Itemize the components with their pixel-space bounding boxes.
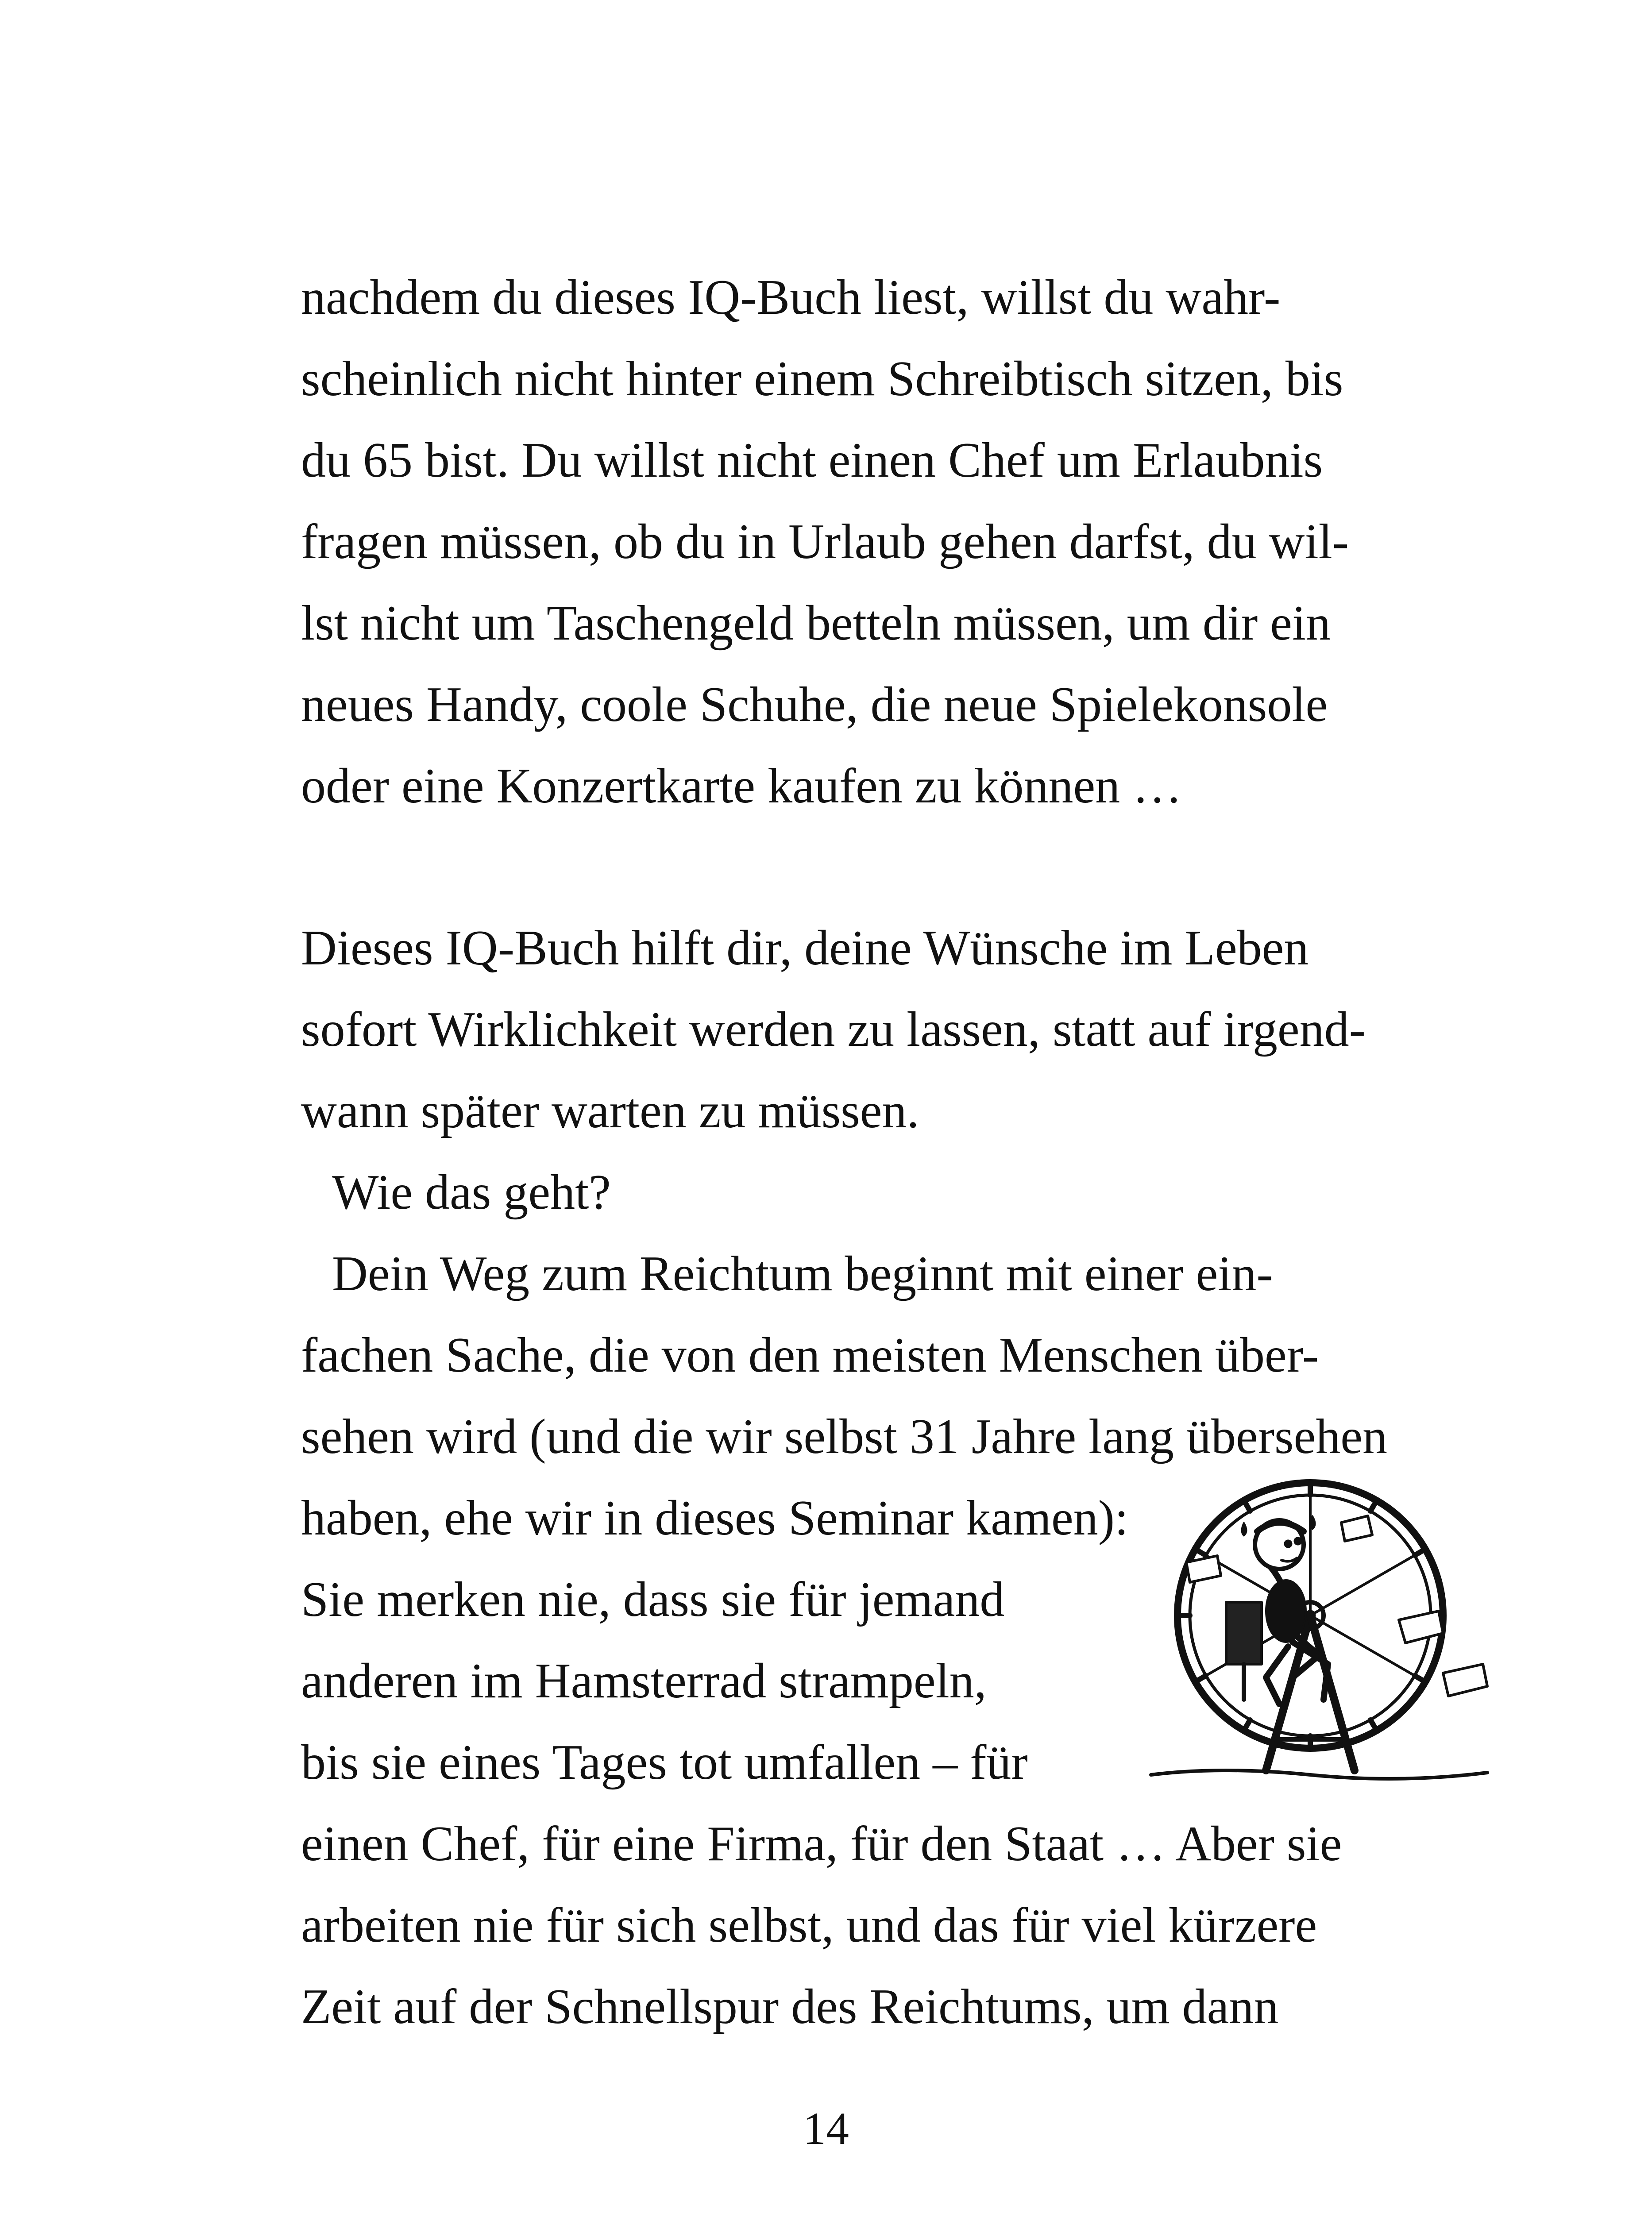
- text-line: fachen Sache, die von den meisten Menschen über-: [301, 1328, 1319, 1383]
- text-line: scheinlich nicht hinter einem Schreibtisch sitzen, bis: [301, 351, 1343, 406]
- text-line: einen Chef, für eine Firma, für den Staat … Aber sie: [301, 1816, 1342, 1871]
- text-line: Dieses IQ-Buch hilft dir, deine Wünsche im Leben: [301, 921, 1309, 975]
- text-line: bis sie eines Tages tot umfallen – für: [301, 1735, 1028, 1790]
- text-line: Dein Weg zum Reichtum beginnt mit einer ein-: [332, 1246, 1273, 1301]
- text-line: anderen im Hamsterrad strampeln,: [301, 1654, 987, 1708]
- text-line: sehen wird (und die wir selbst 31 Jahre lang übersehen: [301, 1409, 1387, 1464]
- hamster-wheel-businessman-icon: [1133, 1469, 1514, 1788]
- text-line: arbeiten nie für sich selbst, und das für viel kürzere: [301, 1898, 1317, 1953]
- page-number: 14: [803, 2103, 849, 2154]
- text-line: sofort Wirklichkeit werden zu lassen, statt auf irgend-: [301, 1002, 1366, 1057]
- text-line: wann später warten zu müssen.: [301, 1083, 919, 1138]
- text-line: haben, ehe wir in dieses Seminar kamen):: [301, 1491, 1129, 1546]
- text-line: nachdem du dieses IQ-Buch liest, willst du wahr-: [301, 270, 1281, 325]
- text-line: oder eine Konzertkarte kaufen zu können …: [301, 759, 1182, 813]
- text-line: neues Handy, coole Schuhe, die neue Spielekonsole: [301, 677, 1328, 732]
- paragraph-1: [301, 257, 1372, 827]
- text-line: lst nicht um Taschengeld betteln müssen, um dir ein: [301, 596, 1331, 651]
- text-line: Zeit auf der Schnellspur des Reichtums, um dann: [301, 1979, 1279, 2034]
- text-line: Wie das geht?: [332, 1165, 611, 1220]
- text-line: du 65 bist. Du willst nicht einen Chef um Erlaubnis: [301, 433, 1323, 488]
- text-line: Sie merken nie, dass sie für jemand: [301, 1572, 1005, 1627]
- text-line: fragen müssen, ob du in Urlaub gehen darfst, du wil-: [301, 514, 1349, 569]
